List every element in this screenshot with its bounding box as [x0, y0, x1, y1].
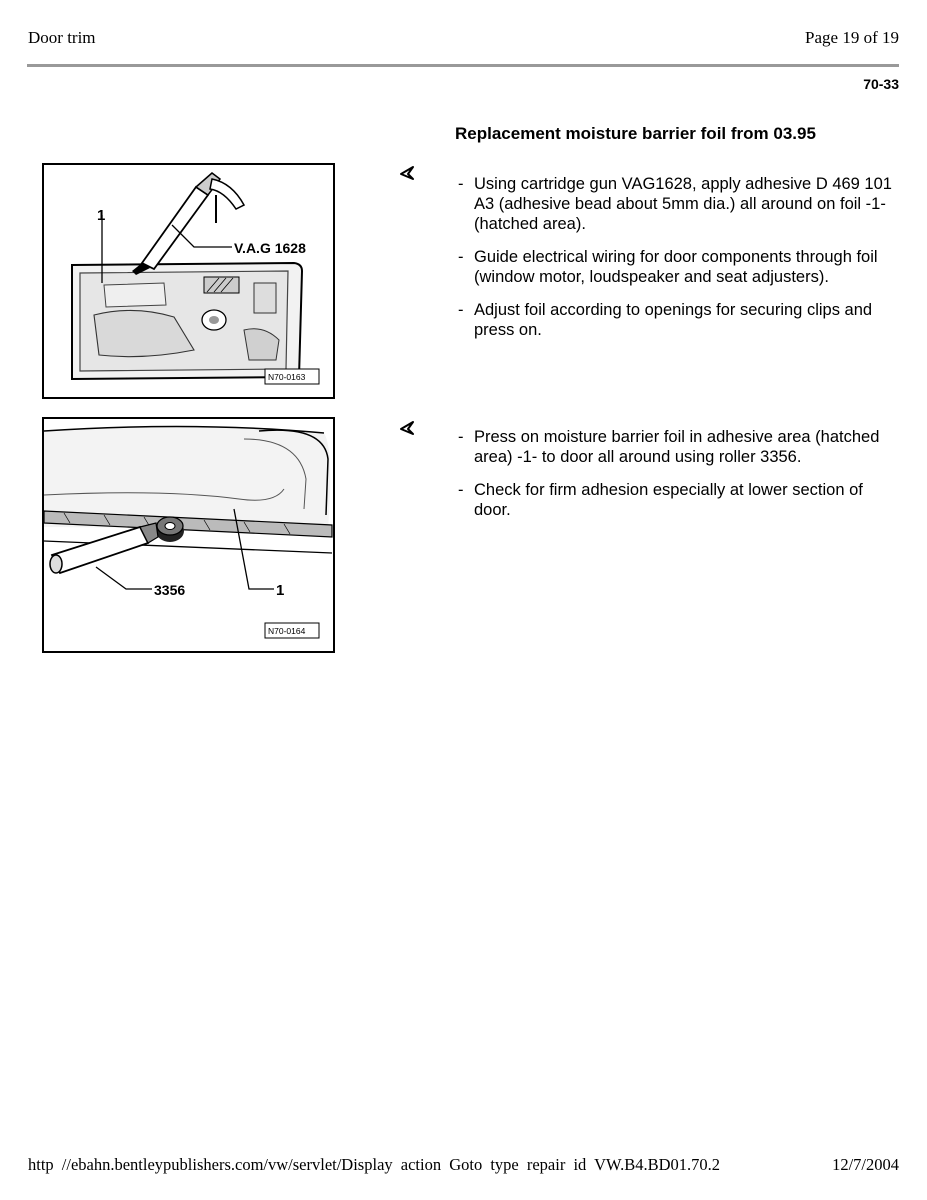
- instruction-list: [456, 174, 896, 353]
- figure-roller-pressing: [42, 417, 335, 653]
- list-item: - Press on moisture barrier foil in adhesive area (hatched area) -1- to door all around using roller 3356.: [456, 427, 896, 467]
- figure-reference: N70-0164: [268, 626, 306, 636]
- figure-pointer-arrow-icon: [399, 420, 415, 436]
- list-item: - Using cartridge gun VAG1628, apply adhesive D 469 101 A3 (adhesive bead about 5mm dia.) all around on foil -1- (hatched area).: [456, 174, 896, 234]
- roller-illustration: [44, 419, 333, 651]
- section-number: 70-33: [863, 76, 899, 92]
- instruction-list: [456, 427, 896, 533]
- figure-reference: N70-0163: [268, 372, 306, 382]
- page-header-title: Door trim: [28, 28, 96, 47]
- footer-url: http //ebahn.bentleypublishers.com/vw/servlet/Display action Goto type repair id VW.B4.BD01.70.2: [28, 1155, 721, 1174]
- door-foil-illustration: [44, 165, 333, 397]
- figure-callout-item: 1: [276, 582, 285, 599]
- figure-callout-item: 1: [97, 207, 106, 224]
- list-item: - Guide electrical wiring for door components through foil (window motor, loudspeaker and seat adjusters).: [456, 247, 896, 287]
- figure-callout-tool: 3356: [154, 582, 186, 598]
- figure-adhesive-application: [42, 163, 335, 399]
- figure-callout-tool: V.A.G 1628: [234, 240, 306, 256]
- page-number: Page 19 of 19: [805, 28, 899, 47]
- section-heading: Replacement moisture barrier foil from 03.95: [455, 124, 816, 143]
- header-divider: [27, 64, 899, 67]
- list-item: - Adjust foil according to openings for securing clips and press on.: [456, 300, 896, 340]
- list-item: - Check for firm adhesion especially at lower section of door.: [456, 480, 896, 520]
- figure-pointer-arrow-icon: [399, 165, 415, 181]
- footer-date: 12/7/2004: [832, 1155, 899, 1174]
